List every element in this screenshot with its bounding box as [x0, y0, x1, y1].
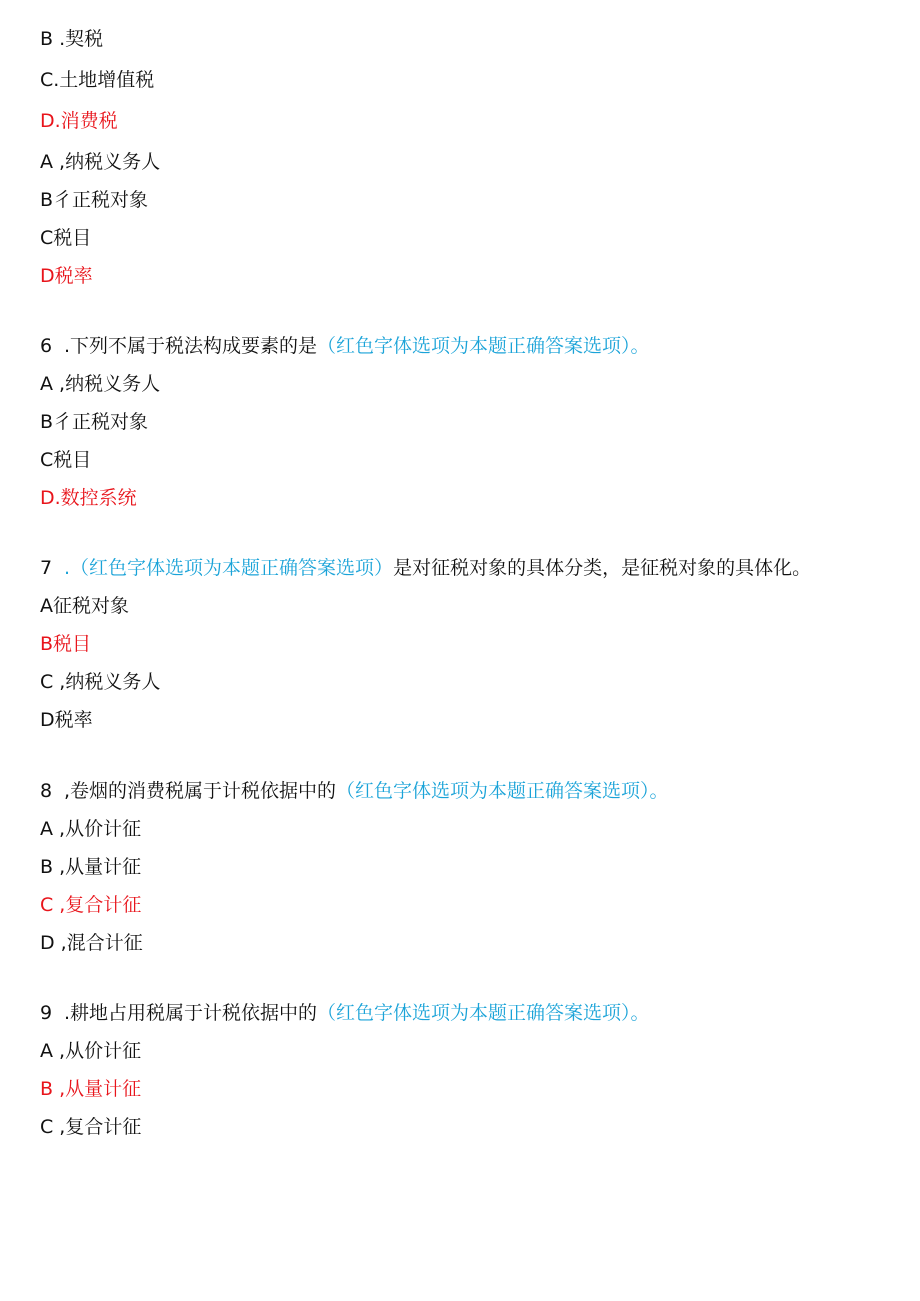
q9-option-c: C ,复合计征: [40, 1116, 142, 1138]
answer-hint: （红色字体选项为本题正确答案选项）: [70, 557, 394, 579]
q6-option-b: B彳正税对象: [40, 411, 149, 433]
option-c-land-value-tax: C.土地增值税: [40, 69, 155, 91]
option-b-tax-object: B彳正税对象: [40, 189, 149, 211]
option-a-taxpayer: A ,纳税义务人: [40, 151, 161, 173]
answer-hint: （红色字体选项为本题正确答案选项）。: [317, 335, 650, 357]
q7-option-b-correct: B税目: [40, 633, 92, 655]
q7-option-c: C ,纳税义务人: [40, 671, 161, 693]
option-b-deed-tax: B .契税: [40, 28, 104, 50]
q7-option-d: D税率: [40, 709, 93, 731]
answer-hint: （红色字体选项为本题正确答案选项）。: [317, 1002, 650, 1024]
question-text-dot: .: [64, 557, 71, 579]
q7-option-a: A征税对象: [40, 595, 129, 617]
question-text: 是对征税对象的具体分类，是征税对象的具体化。: [393, 557, 812, 579]
question-number: 8: [40, 780, 53, 802]
question-text: .下列不属于税法构成要素的是: [64, 335, 318, 357]
q9-option-b-correct: B ,从量计征: [40, 1078, 142, 1100]
q6-option-d-correct: D.数控系统: [40, 487, 137, 509]
question-text: .耕地占用税属于计税依据中的: [64, 1002, 318, 1024]
q6-option-c: C税目: [40, 449, 92, 471]
question-9-stem: [40, 1001, 650, 1025]
q6-option-a: A ,纳税义务人: [40, 373, 161, 395]
question-text: ,卷烟的消费税属于计税依据中的: [64, 780, 337, 802]
q8-option-c-correct: C ,复合计征: [40, 894, 142, 916]
q9-option-a: A ,从价计征: [40, 1040, 142, 1062]
q8-option-d: D ,混合计征: [40, 932, 143, 954]
option-d-tax-rate-correct: D税率: [40, 265, 93, 287]
option-d-consumption-tax-correct: D.消费税: [40, 110, 118, 132]
question-8-stem: [40, 779, 669, 803]
answer-hint: （红色字体选项为本题正确答案选项）。: [336, 780, 669, 802]
question-7-stem: [40, 556, 811, 580]
q8-option-a: A ,从价计征: [40, 818, 142, 840]
question-number: 7: [40, 557, 53, 579]
option-c-tax-item: C税目: [40, 227, 92, 249]
question-number: 6: [40, 335, 53, 357]
question-6-stem: [40, 334, 650, 358]
q8-option-b: B ,从量计征: [40, 856, 142, 878]
question-number: 9: [40, 1002, 53, 1024]
